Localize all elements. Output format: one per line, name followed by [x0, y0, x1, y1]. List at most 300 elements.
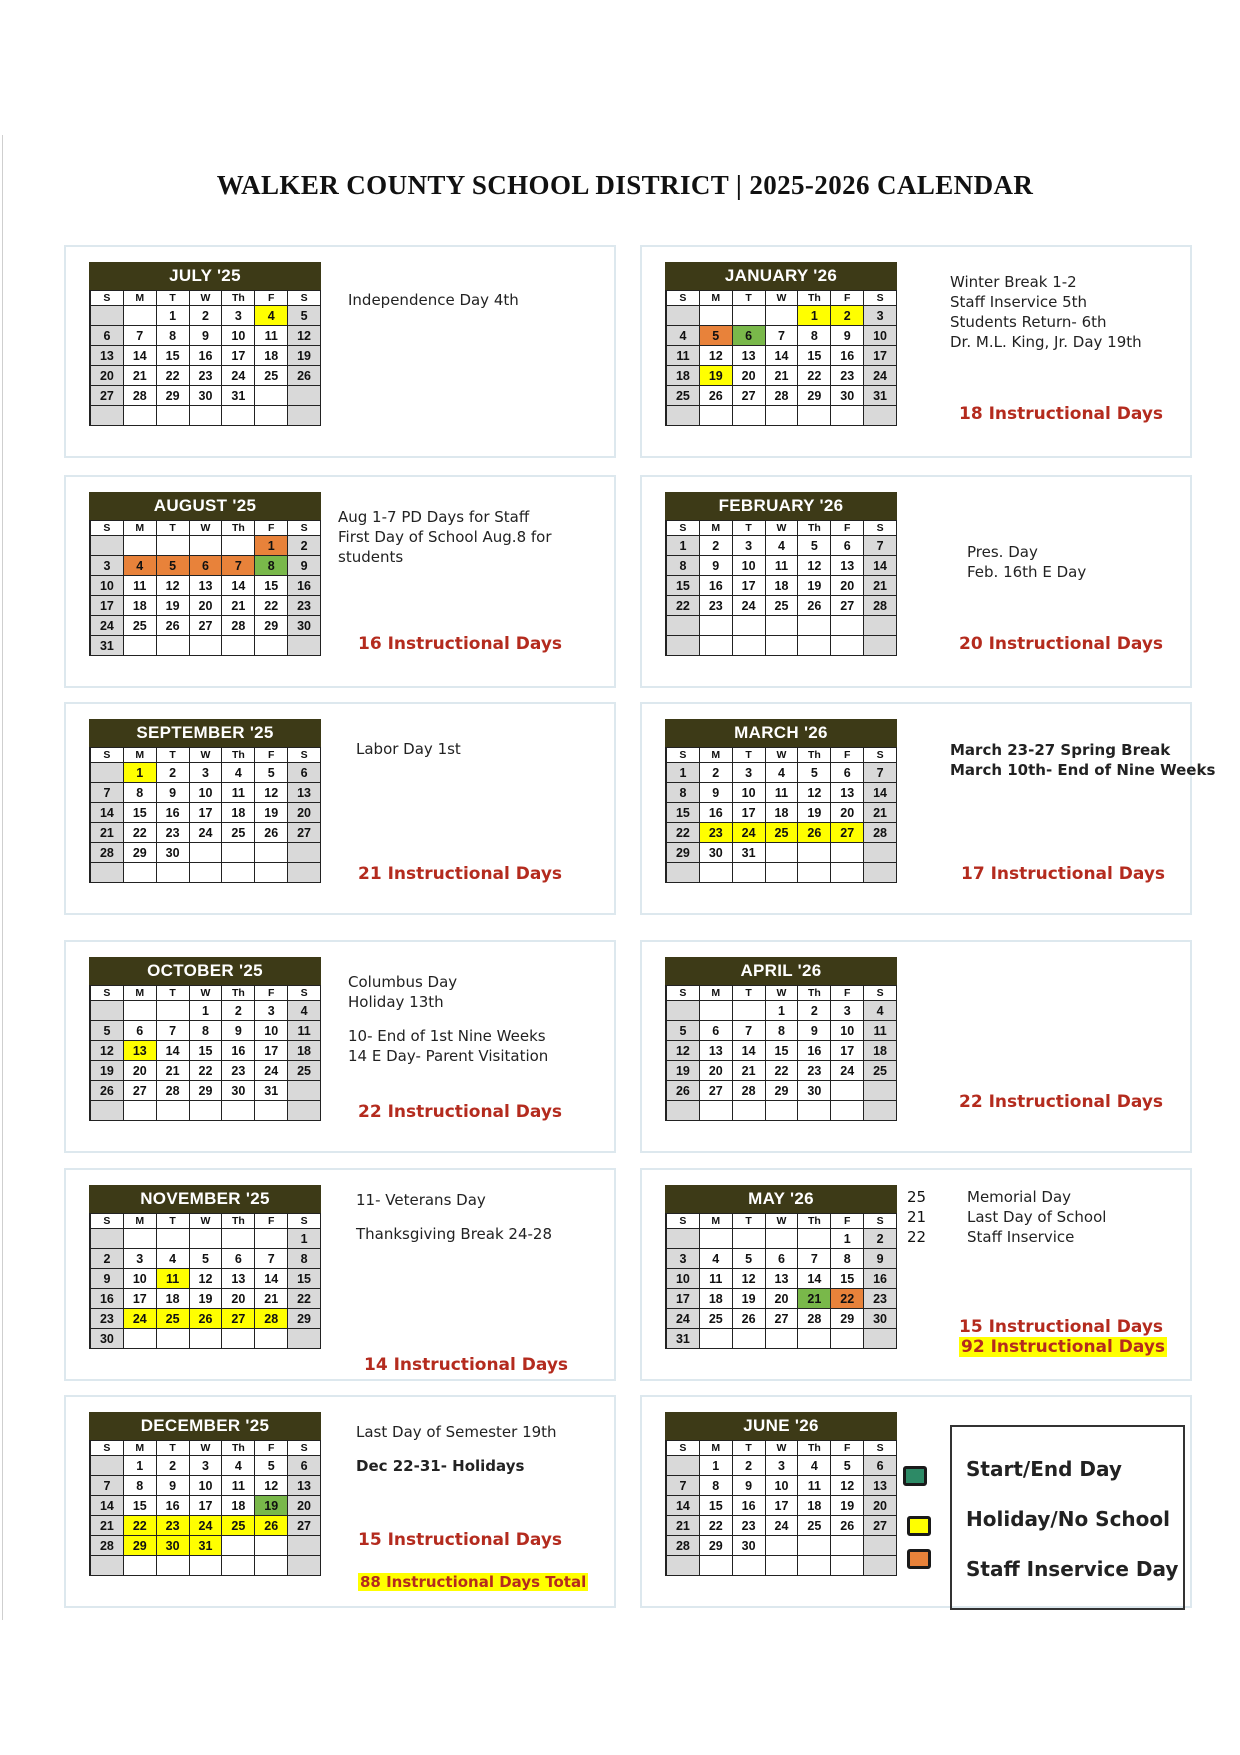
day-cell: 29: [190, 1081, 223, 1101]
day-cell: 12: [798, 556, 831, 576]
day-cell: 7: [733, 1021, 766, 1041]
weekday-header: W: [190, 986, 223, 1001]
month-notes: [967, 1187, 1106, 1247]
instructional-days: 21 Instructional Days: [358, 864, 563, 884]
day-cell: 14: [864, 783, 897, 803]
weekday-header: Th: [798, 986, 831, 1001]
weekday-header: S: [667, 986, 700, 1001]
day-cell: 2: [288, 536, 321, 556]
month-name: FEBRUARY '26: [665, 492, 897, 520]
weekday-header: S: [91, 986, 124, 1001]
day-cell: 18: [124, 596, 157, 616]
day-cell: [222, 1101, 255, 1121]
day-cell: [190, 1329, 223, 1349]
day-cell: [157, 863, 190, 883]
day-cell: [190, 1101, 223, 1121]
day-cell: 25: [667, 386, 700, 406]
day-cell: [864, 863, 897, 883]
day-cell: 8: [667, 783, 700, 803]
day-cell: 1: [831, 1229, 864, 1249]
day-cell: 25: [700, 1309, 733, 1329]
weekday-header: M: [700, 1214, 733, 1229]
weekday-header: Th: [222, 1441, 255, 1456]
day-cell: 30: [157, 1536, 190, 1556]
note-line: 14 E Day- Parent Visitation: [348, 1047, 549, 1065]
day-cell: 3: [255, 1001, 288, 1021]
day-cell: 28: [798, 1309, 831, 1329]
day-cell: 1: [124, 1456, 157, 1476]
day-cell: 19: [798, 576, 831, 596]
month-notes: [338, 507, 552, 567]
day-cell: 1: [798, 306, 831, 326]
legend-swatch-holiday: [907, 1516, 931, 1536]
month-notes: [348, 972, 548, 1066]
day-cell: 13: [766, 1269, 799, 1289]
day-cell: [190, 636, 223, 656]
instructional-days-total: [358, 1572, 588, 1592]
event-day-number: 21: [907, 1208, 927, 1226]
day-cell: [190, 1556, 223, 1576]
day-cell: 8: [255, 556, 288, 576]
day-cell: 1: [700, 1456, 733, 1476]
day-cell: 26: [798, 823, 831, 843]
day-cell: 18: [766, 803, 799, 823]
day-cell: 25: [288, 1061, 321, 1081]
day-cell: 12: [288, 326, 321, 346]
legend: [950, 1425, 1185, 1610]
day-cell: 14: [124, 346, 157, 366]
day-cell: 14: [91, 803, 124, 823]
note-line: Columbus Day: [348, 973, 458, 991]
weekday-header: T: [157, 1214, 190, 1229]
day-cell: 17: [91, 596, 124, 616]
day-cell: [190, 863, 223, 883]
day-cell: 5: [255, 763, 288, 783]
day-cell: 9: [733, 1476, 766, 1496]
weekday-header: Th: [798, 1441, 831, 1456]
event-day-number: 22: [907, 1228, 927, 1246]
day-cell: 8: [124, 783, 157, 803]
day-cell: 11: [700, 1269, 733, 1289]
month-notes: [950, 272, 1142, 352]
day-cell: 20: [222, 1289, 255, 1309]
day-cell: 31: [91, 636, 124, 656]
day-cell: 3: [831, 1001, 864, 1021]
weekday-header: S: [288, 986, 321, 1001]
day-cell: 28: [864, 596, 897, 616]
day-cell: 11: [766, 556, 799, 576]
note-line: Thanksgiving Break 24-28: [356, 1225, 552, 1243]
day-cell: 13: [288, 783, 321, 803]
day-cell: 1: [667, 763, 700, 783]
weekday-header: Th: [798, 521, 831, 536]
day-cell: 14: [91, 1496, 124, 1516]
day-cell: 2: [157, 1456, 190, 1476]
day-cell: 12: [157, 576, 190, 596]
day-cell: [190, 1229, 223, 1249]
instructional-days: 15 Instructional Days: [959, 1317, 1164, 1337]
day-cell: [255, 1329, 288, 1349]
weekday-header: T: [157, 1441, 190, 1456]
day-cell: 7: [864, 763, 897, 783]
day-cell: 2: [91, 1249, 124, 1269]
weekday-header: F: [255, 521, 288, 536]
weekday-header: T: [157, 748, 190, 763]
day-cell: 5: [798, 763, 831, 783]
day-cell: 10: [222, 326, 255, 346]
day-cell: 10: [124, 1269, 157, 1289]
day-cell: 27: [288, 823, 321, 843]
day-cell: [831, 1101, 864, 1121]
day-cell: [222, 843, 255, 863]
month-calendar: [665, 957, 897, 1121]
day-cell: 14: [157, 1041, 190, 1061]
day-cell: 2: [733, 1456, 766, 1476]
day-cell: 30: [288, 616, 321, 636]
event-day-numbers: [907, 1187, 926, 1247]
day-cell: 9: [190, 326, 223, 346]
day-cell: 15: [190, 1041, 223, 1061]
day-cell: 27: [222, 1309, 255, 1329]
day-cell: 21: [864, 576, 897, 596]
weekday-header: S: [864, 1214, 897, 1229]
day-cell: 24: [190, 1516, 223, 1536]
day-cell: 27: [700, 1081, 733, 1101]
day-cell: 4: [766, 763, 799, 783]
day-cell: 25: [255, 366, 288, 386]
month-name: JANUARY '26: [665, 262, 897, 290]
note-line: Last Day of School: [967, 1208, 1107, 1226]
month-calendar: [89, 719, 321, 883]
day-cell: [700, 1229, 733, 1249]
month-card: [64, 245, 616, 458]
day-cell: 18: [798, 1496, 831, 1516]
day-cell: 12: [190, 1269, 223, 1289]
day-cell: [798, 843, 831, 863]
day-cell: 3: [222, 306, 255, 326]
day-cell: 24: [831, 1061, 864, 1081]
day-cell: [255, 1536, 288, 1556]
day-cell: 1: [255, 536, 288, 556]
day-cell: 22: [766, 1061, 799, 1081]
day-cell: 10: [91, 576, 124, 596]
day-cell: [255, 636, 288, 656]
day-cell: 12: [798, 783, 831, 803]
instructional-days: 17 Instructional Days: [961, 864, 1166, 884]
day-cell: 9: [864, 1249, 897, 1269]
day-cell: 2: [157, 763, 190, 783]
day-cell: 18: [157, 1289, 190, 1309]
day-cell: 30: [700, 843, 733, 863]
page-edge-line: [2, 135, 3, 1620]
day-cell: [766, 1556, 799, 1576]
weekday-header: T: [733, 1441, 766, 1456]
day-cell: 10: [255, 1021, 288, 1041]
note-line: Students Return- 6th: [950, 313, 1107, 331]
weekday-header: M: [700, 748, 733, 763]
day-cell: 6: [864, 1456, 897, 1476]
day-cell: 22: [798, 366, 831, 386]
month-calendar: [89, 1412, 321, 1576]
weekday-header: S: [288, 1441, 321, 1456]
weekday-header: Th: [798, 1214, 831, 1229]
weekday-header: Th: [222, 1214, 255, 1229]
weekday-header: Th: [798, 748, 831, 763]
day-cell: [157, 536, 190, 556]
day-cell: 2: [222, 1001, 255, 1021]
legend-swatch-start-end: [903, 1466, 927, 1486]
month-grid: [89, 1440, 321, 1576]
day-cell: 10: [733, 556, 766, 576]
weekday-header: S: [288, 748, 321, 763]
note-line: Labor Day 1st: [356, 740, 461, 758]
day-cell: 7: [255, 1249, 288, 1269]
day-cell: 11: [798, 1476, 831, 1496]
day-cell: [288, 406, 321, 426]
month-notes: [356, 1190, 552, 1244]
instructional-days: 22 Instructional Days: [959, 1092, 1164, 1112]
day-cell: [766, 863, 799, 883]
day-cell: [667, 406, 700, 426]
day-cell: 7: [124, 326, 157, 346]
day-cell: 13: [831, 556, 864, 576]
day-cell: 27: [288, 1516, 321, 1536]
month-calendar: [665, 719, 897, 883]
day-cell: 7: [798, 1249, 831, 1269]
day-cell: [124, 863, 157, 883]
day-cell: 29: [124, 843, 157, 863]
day-cell: 19: [157, 596, 190, 616]
day-cell: [124, 636, 157, 656]
day-cell: 23: [222, 1061, 255, 1081]
day-cell: 17: [766, 1496, 799, 1516]
month-card: [64, 702, 616, 915]
day-cell: [91, 1556, 124, 1576]
month-card: [64, 475, 616, 688]
day-cell: 8: [700, 1476, 733, 1496]
day-cell: 10: [766, 1476, 799, 1496]
day-cell: 3: [667, 1249, 700, 1269]
day-cell: 28: [864, 823, 897, 843]
note-line: Aug 1-7 PD Days for Staff: [338, 508, 530, 526]
day-cell: 1: [288, 1229, 321, 1249]
legend-holiday: Holiday/No School: [966, 1507, 1171, 1531]
month-name: AUGUST '25: [89, 492, 321, 520]
day-cell: [798, 636, 831, 656]
day-cell: 28: [667, 1536, 700, 1556]
weekday-header: W: [190, 748, 223, 763]
instructional-days: 15 Instructional Days: [358, 1530, 563, 1550]
weekday-header: F: [831, 748, 864, 763]
month-name: MARCH '26: [665, 719, 897, 747]
day-cell: 29: [798, 386, 831, 406]
day-cell: 15: [798, 346, 831, 366]
day-cell: 6: [831, 536, 864, 556]
day-cell: 13: [831, 783, 864, 803]
day-cell: 30: [831, 386, 864, 406]
day-cell: 10: [864, 326, 897, 346]
day-cell: 15: [831, 1269, 864, 1289]
day-cell: 11: [255, 326, 288, 346]
day-cell: 10: [831, 1021, 864, 1041]
day-cell: 24: [255, 1061, 288, 1081]
day-cell: [798, 1329, 831, 1349]
day-cell: 3: [91, 556, 124, 576]
day-cell: [255, 843, 288, 863]
month-name: MAY '26: [665, 1185, 897, 1213]
day-cell: 16: [700, 576, 733, 596]
day-cell: 3: [190, 763, 223, 783]
day-cell: 5: [667, 1021, 700, 1041]
day-cell: [831, 1536, 864, 1556]
day-cell: 25: [124, 616, 157, 636]
day-cell: 16: [190, 346, 223, 366]
day-cell: [864, 1536, 897, 1556]
day-cell: 19: [255, 1496, 288, 1516]
day-cell: 24: [733, 596, 766, 616]
day-cell: 15: [667, 576, 700, 596]
day-cell: 16: [157, 803, 190, 823]
day-cell: 18: [222, 803, 255, 823]
month-grid: [665, 290, 897, 426]
day-cell: 27: [864, 1516, 897, 1536]
weekday-header: T: [733, 291, 766, 306]
day-cell: [798, 616, 831, 636]
day-cell: [700, 616, 733, 636]
day-cell: 21: [864, 803, 897, 823]
day-cell: 4: [157, 1249, 190, 1269]
day-cell: 21: [91, 823, 124, 843]
day-cell: 19: [831, 1496, 864, 1516]
day-cell: 17: [190, 803, 223, 823]
month-name: NOVEMBER '25: [89, 1185, 321, 1213]
day-cell: 7: [91, 1476, 124, 1496]
day-cell: [766, 306, 799, 326]
day-cell: [222, 1556, 255, 1576]
weekday-header: W: [766, 748, 799, 763]
weekday-header: F: [831, 521, 864, 536]
day-cell: 20: [864, 1496, 897, 1516]
day-cell: 2: [831, 306, 864, 326]
weekday-header: T: [733, 521, 766, 536]
weekday-header: W: [190, 521, 223, 536]
day-cell: 29: [255, 616, 288, 636]
day-cell: [667, 1101, 700, 1121]
day-cell: [190, 843, 223, 863]
day-cell: 3: [190, 1456, 223, 1476]
day-cell: [255, 863, 288, 883]
day-cell: 16: [798, 1041, 831, 1061]
day-cell: 4: [222, 763, 255, 783]
day-cell: 22: [667, 823, 700, 843]
day-cell: [700, 1001, 733, 1021]
day-cell: 25: [798, 1516, 831, 1536]
month-grid: [89, 290, 321, 426]
day-cell: 26: [798, 596, 831, 616]
day-cell: 12: [667, 1041, 700, 1061]
day-cell: 13: [864, 1476, 897, 1496]
day-cell: 17: [667, 1289, 700, 1309]
day-cell: 21: [798, 1289, 831, 1309]
day-cell: 21: [124, 366, 157, 386]
day-cell: 5: [91, 1021, 124, 1041]
day-cell: 23: [91, 1309, 124, 1329]
day-cell: 14: [733, 1041, 766, 1061]
day-cell: 13: [700, 1041, 733, 1061]
weekday-header: F: [255, 986, 288, 1001]
month-name: DECEMBER '25: [89, 1412, 321, 1440]
day-cell: 18: [255, 346, 288, 366]
day-cell: 8: [157, 326, 190, 346]
day-cell: 20: [766, 1289, 799, 1309]
day-cell: 6: [91, 326, 124, 346]
weekday-header: S: [288, 1214, 321, 1229]
day-cell: 13: [733, 346, 766, 366]
note-line: Independence Day 4th: [348, 291, 519, 309]
weekday-header: F: [255, 748, 288, 763]
day-cell: 10: [190, 1476, 223, 1496]
event-day-number: 25: [907, 1188, 927, 1206]
day-cell: [91, 536, 124, 556]
legend-inservice: Staff Inservice Day: [966, 1557, 1179, 1581]
weekday-header: S: [864, 291, 897, 306]
day-cell: 24: [91, 616, 124, 636]
day-cell: [831, 1556, 864, 1576]
day-cell: [222, 863, 255, 883]
day-cell: 30: [864, 1309, 897, 1329]
day-cell: 11: [864, 1021, 897, 1041]
weekday-header: S: [91, 291, 124, 306]
day-cell: [667, 1456, 700, 1476]
month-card: [64, 940, 616, 1153]
day-cell: 25: [222, 1516, 255, 1536]
month-calendar: [89, 957, 321, 1121]
month-notes: [356, 1422, 557, 1476]
day-cell: [157, 1001, 190, 1021]
day-cell: [700, 406, 733, 426]
day-cell: [864, 1101, 897, 1121]
day-cell: 29: [766, 1081, 799, 1101]
day-cell: 10: [733, 783, 766, 803]
day-cell: 7: [766, 326, 799, 346]
day-cell: 12: [255, 1476, 288, 1496]
day-cell: [700, 863, 733, 883]
day-cell: 17: [124, 1289, 157, 1309]
weekday-header: S: [91, 748, 124, 763]
day-cell: 16: [733, 1496, 766, 1516]
note-line: Dec 22-31- Holidays: [356, 1457, 525, 1475]
day-cell: 4: [798, 1456, 831, 1476]
day-cell: 27: [124, 1081, 157, 1101]
day-cell: [864, 843, 897, 863]
day-cell: 7: [222, 556, 255, 576]
day-cell: 11: [766, 783, 799, 803]
day-cell: 20: [288, 803, 321, 823]
weekday-header: S: [91, 1441, 124, 1456]
day-cell: 26: [288, 366, 321, 386]
day-cell: 14: [667, 1496, 700, 1516]
day-cell: 24: [864, 366, 897, 386]
day-cell: 4: [864, 1001, 897, 1021]
day-cell: 25: [222, 823, 255, 843]
day-cell: 8: [288, 1249, 321, 1269]
month-calendar: [89, 492, 321, 656]
day-cell: 9: [157, 783, 190, 803]
day-cell: [831, 843, 864, 863]
day-cell: 9: [288, 556, 321, 576]
day-cell: [766, 1329, 799, 1349]
month-name: OCTOBER '25: [89, 957, 321, 985]
